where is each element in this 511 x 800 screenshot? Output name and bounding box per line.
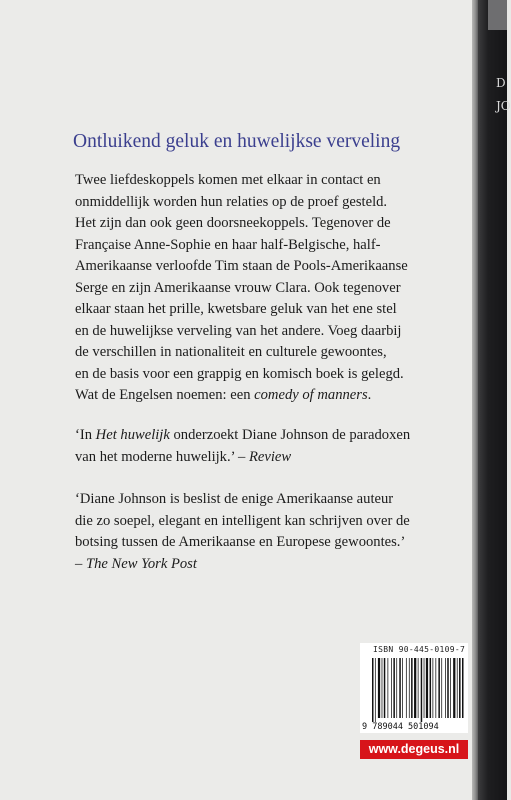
spine-top-band	[488, 0, 507, 30]
barcode-bar	[399, 658, 401, 718]
quote-source: Review	[249, 448, 292, 465]
quote-line: botsing tussen de Amerikaanse en Europese gewoontes.’	[75, 534, 406, 550]
barcode-bar	[424, 658, 425, 718]
quote-line	[75, 447, 475, 469]
barcode-bar	[447, 658, 449, 718]
barcode-bar	[406, 658, 407, 718]
barcode-bar	[457, 658, 458, 718]
quote-open: ‘In	[75, 427, 96, 443]
barcode-bar	[393, 658, 395, 718]
barcode-bar	[462, 658, 464, 718]
barcode-bar	[384, 658, 386, 718]
blurb-line: Het zijn dan ook geen doorsneekoppels. Tegenover de	[75, 215, 391, 231]
blurb-line: en de basis voor een grappig en komisch boek is gelegd.	[75, 365, 404, 382]
blurb-line: Française Anne-Sophie en haar half-Belgische, half-	[75, 236, 381, 253]
blurb-paragraph	[75, 170, 475, 407]
quote-dash: –	[75, 555, 86, 572]
blurb-line: Amerikaanse verloofde Tim staan de Pools-Amerikaanse	[75, 258, 408, 274]
barcode-bar	[438, 658, 440, 718]
barcode-bar	[402, 658, 403, 718]
barcode-bar	[426, 658, 428, 718]
barcode-bar	[450, 658, 451, 718]
barcode-bar	[382, 658, 383, 718]
blurb-line: de verschillen in nationaliteit en culturele gewoontes,	[75, 344, 387, 360]
blurb-line-last	[75, 385, 475, 407]
barcode-bar	[414, 658, 416, 718]
barcode-bar	[421, 658, 423, 722]
blurb-line: onmiddellijk worden hun relaties op de proef gesteld.	[75, 193, 388, 210]
barcode-bar	[378, 658, 380, 718]
ean-digits: 9 789044 501094	[362, 722, 439, 732]
isbn-label: ISBN 90-445-0109-7	[373, 645, 466, 654]
barcode-bar	[409, 658, 410, 718]
barcode-bar	[445, 658, 446, 718]
barcode-bar	[372, 658, 374, 722]
quote-line: die zo soepel, elegant en intelligent kan schrijven over de	[75, 512, 410, 529]
blurb-text: Wat de Engelsen noemen: een	[75, 387, 255, 403]
barcode-bar	[396, 658, 397, 718]
blurb-line: elkaar staan het prille, kwetsbare geluk van het ene stel	[75, 301, 397, 317]
review-quote-1	[75, 425, 475, 468]
quote-text: onderzoekt Diane Johnson de paradoxen	[169, 427, 411, 443]
book-spine	[478, 0, 507, 800]
quote-text: van het moderne huwelijk.’ –	[75, 448, 249, 465]
blurb-heading: Ontluikend geluk en huwelijkse verveling	[73, 131, 401, 152]
barcode-bar	[418, 658, 419, 718]
barcode-bar	[453, 658, 455, 718]
blurb-italic-phrase: comedy of manners	[254, 387, 368, 403]
barcode-bar	[388, 658, 389, 718]
book-title: Het huwelijk	[95, 427, 170, 443]
review-quote-2	[75, 489, 475, 575]
spine-letters: JO	[496, 99, 511, 113]
quote-line	[75, 554, 475, 576]
blurb-period: .	[367, 387, 372, 403]
barcode-bar	[441, 658, 442, 718]
barcode-bar	[430, 658, 432, 718]
barcode-bar	[375, 658, 376, 722]
barcode-bar	[411, 658, 413, 718]
blurb-line: en de huwelijkse verveling van het andere. Voeg daarbij	[75, 322, 402, 339]
barcode-bar	[459, 658, 461, 718]
barcode-bar	[433, 658, 434, 718]
barcode-bar	[391, 658, 392, 718]
quote-line: ‘Diane Johnson is beslist de enige Amerikaanse auteur	[75, 491, 394, 507]
publisher-website[interactable]: www.degeus.nl	[360, 740, 468, 759]
blurb-line: Twee liefdeskoppels komen met elkaar in contact en	[75, 172, 381, 188]
barcode-bar	[435, 658, 436, 718]
blurb-line: Serge en zijn Amerikaanse vrouw Clara. Ook tegenover	[75, 279, 401, 296]
quote-source: The New York Post	[85, 555, 197, 572]
barcode-icon	[372, 658, 464, 722]
quote-line	[75, 425, 475, 447]
spine-letter: D	[496, 76, 506, 90]
